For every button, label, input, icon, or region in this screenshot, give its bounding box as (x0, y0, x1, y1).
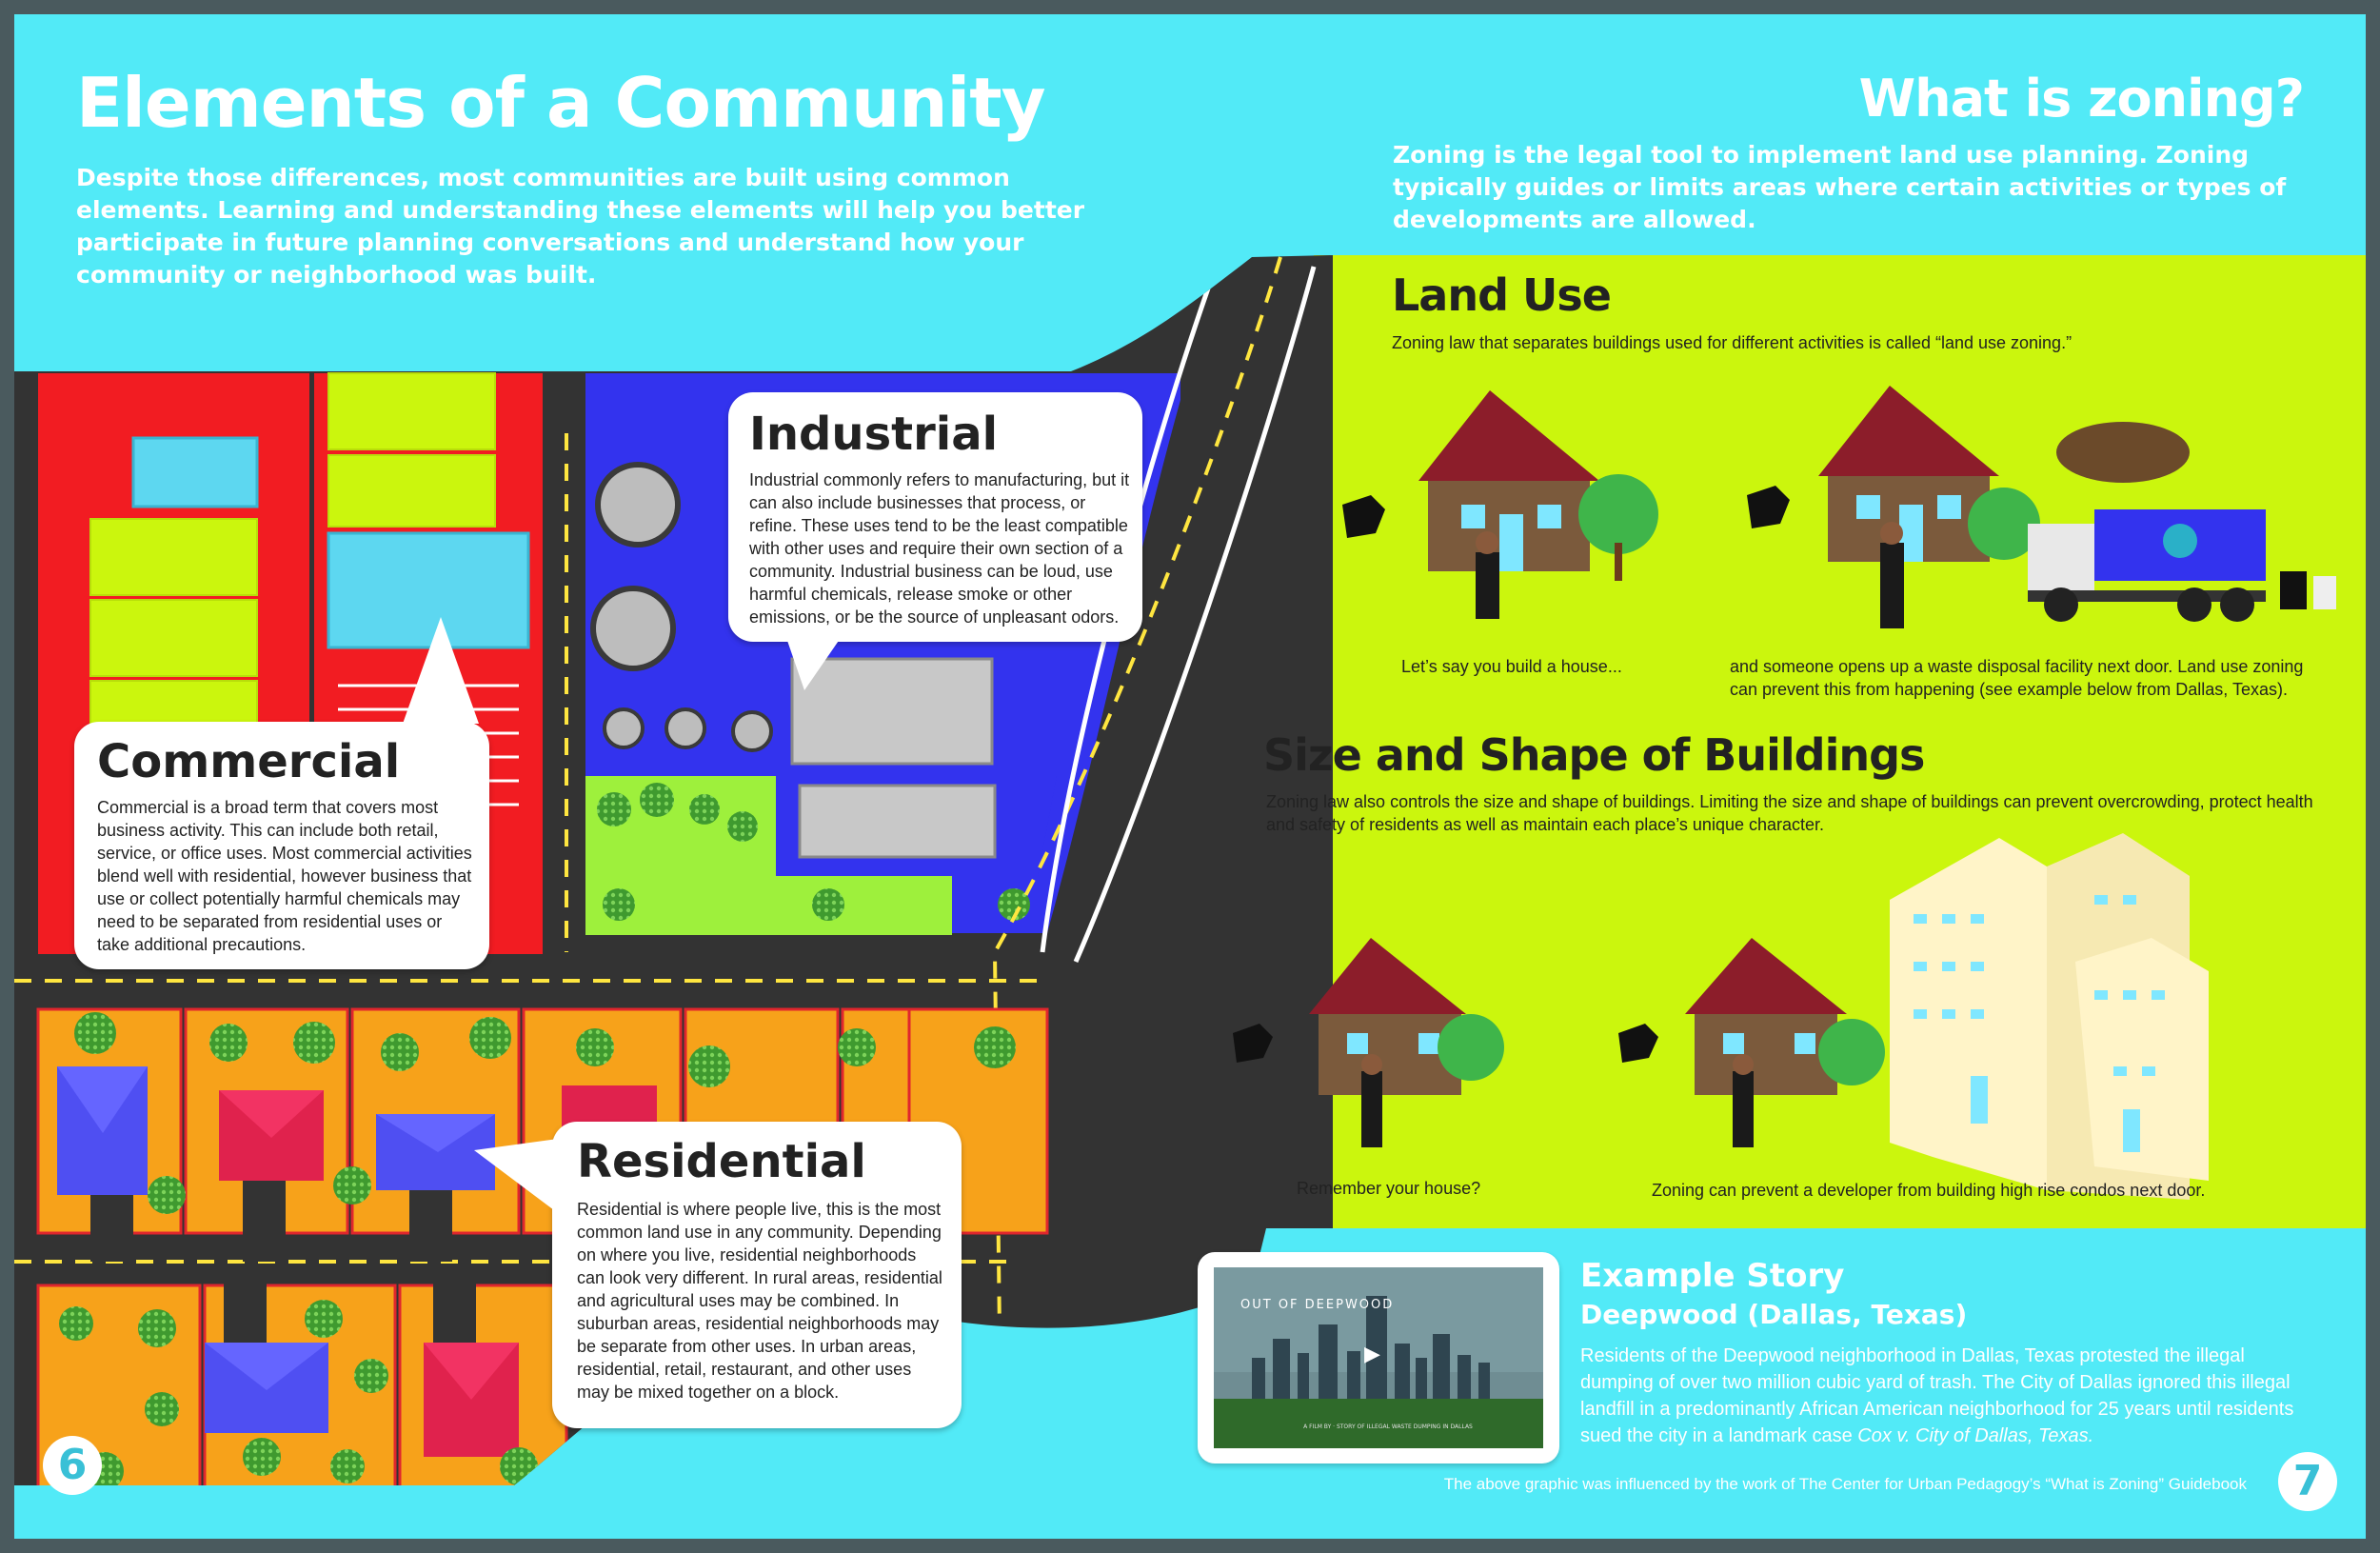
residential-callout-pointer (474, 1139, 560, 1224)
left-page-number: 6 (43, 1436, 102, 1495)
size-shape-heading: Size and Shape of Buildings (1263, 729, 1925, 781)
left-page-intro: Despite those differences, most communities are built using common elements. Learning and understanding these elements will help you better participate in future planning conversations and understand how your community or neighborhood was built. (76, 164, 1085, 289)
commercial-callout-pointer (388, 617, 493, 727)
land-use-caption-waste: and someone opens up a waste disposal facility next door. Land use zoning can prevent this from happening (see example below from Dallas, Texas). (1730, 657, 2304, 699)
land-use-caption-house: Let’s say you build a house... (1401, 657, 1622, 676)
industrial-description: Industrial commonly refers to manufacturing, but it can also include businesses that process, or refine. These uses tend to be the least compatible with other uses and require their own section of a community. Industrial business can be loud, use harmful chemicals, release smoke or other emissions, or be the source of unpleasant odors. (749, 470, 1130, 627)
right-page-intro: Zoning is the legal tool to implement land use planning. Zoning typically guides or limits areas where certain activities or types of developments are allowed. (1393, 141, 2287, 233)
commercial-description: Commercial is a broad term that covers most business activity. This can include both retail, service, or office uses. Most commercial activities blend well with residential, however business that use or collect potentially harmful chemicals may need to be separated from residential uses or take additional precautions. (97, 798, 472, 954)
industrial-callout (728, 392, 1142, 642)
size-shape-caption-highrise: Zoning can prevent a developer from building high rise condos next door. (1652, 1181, 2206, 1200)
thumbnail-title: OUT OF DEEPWOOD (1240, 1298, 1395, 1312)
example-story-body (1580, 1343, 2318, 1449)
industrial-heading: Industrial (749, 408, 999, 461)
residential-description: Residential is where people live, this is the most common land use in any community. Depending on where you live, residential neighborhoods can look very different. In rural areas, residential and agricultural uses may be combined. In suburban areas, residential neighborhoods may be separate from other uses. In urban areas, residential, retail, restaurant, and other uses may be mixed together on a block. (577, 1200, 942, 1402)
thumbnail-credits: A FILM BY · STORY OF ILLEGAL WASTE DUMPING IN DALLAS (1303, 1424, 1473, 1430)
commercial-heading: Commercial (97, 735, 401, 788)
right-page-number: 7 (2278, 1452, 2337, 1511)
deepwood-video-thumbnail[interactable] (1198, 1252, 1559, 1463)
size-shape-caption-house: Remember your house? (1297, 1179, 1481, 1198)
example-story-case-name: Cox v. City of Dallas, Texas. (1857, 1425, 2094, 1446)
example-story-subheading: Deepwood (Dallas, Texas) (1580, 1299, 1968, 1330)
attribution-footnote: The above graphic was influenced by the work of The Center for Urban Pedagogy’s “What is Zoning” Guidebook (1443, 1475, 2247, 1493)
residential-callout (552, 1122, 962, 1428)
land-use-description: Zoning law that separates buildings used for different activities is called “land use zoning.” (1392, 333, 2073, 352)
right-page-title: What is zoning? (1858, 69, 2304, 129)
commercial-callout (74, 722, 489, 969)
play-icon[interactable]: ▶ (1364, 1343, 1380, 1366)
residential-heading: Residential (577, 1135, 866, 1188)
industrial-callout-pointer (785, 635, 852, 692)
example-story-heading: Example Story (1580, 1257, 1845, 1295)
land-use-heading: Land Use (1392, 269, 1611, 321)
left-page-title: Elements of a Community (76, 63, 1045, 143)
example-story-body-text: Residents of the Deepwood neighborhood in Dallas, Texas protested the illegal dumping of over two million cubic yard of trash. The City of Dallas ignored this illegal landfill in a predominantly African American neighborhood for 25 years until residents sued the city in a landmark case (1580, 1345, 2294, 1446)
size-shape-description: Zoning law also controls the size and shape of buildings. Limiting the size and shape of buildings can prevent overcrowding, protect health and safety of residents as well as maintain each place’s unique character. (1266, 792, 2313, 834)
